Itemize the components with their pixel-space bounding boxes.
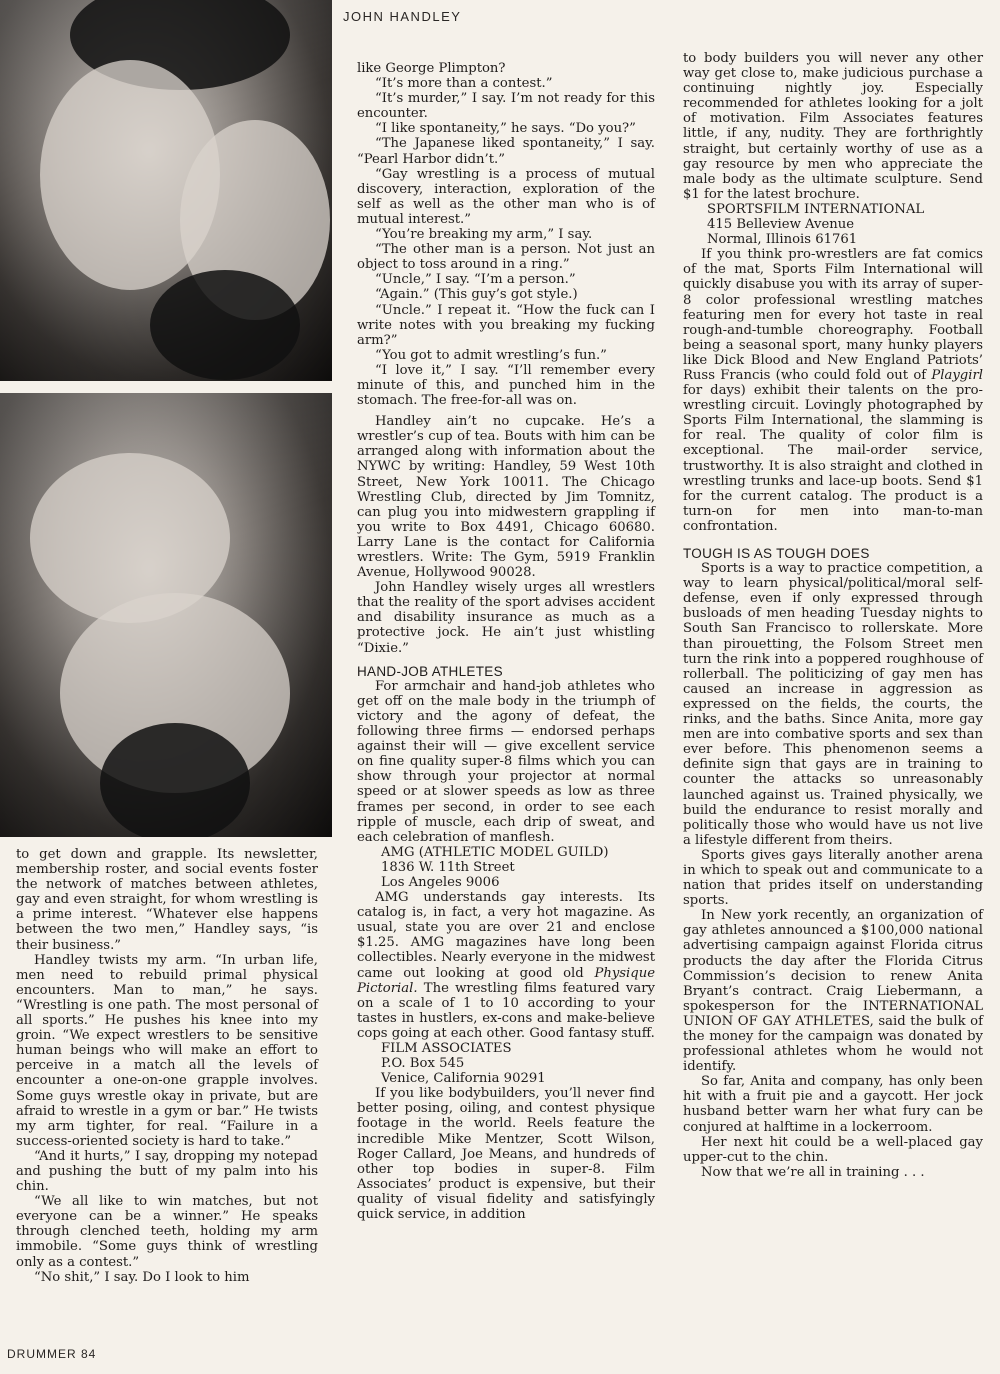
article-column-3 [683,51,983,1180]
dialogue-line: “Again.” (This guy’s got style.) [375,287,578,303]
paragraph: For armchair and hand-job athletes who get off on the male body in the triumph of victory and the agony of defeat, the following three firms — endorsed perhaps against their will — give excellent service on fine quality super-8 films which you can show through your projector at normal speed or at slower speeds as low as three frames per second, in order to see each ripple of muscle, each drip of sweat, and each celebration of manflesh. [357,678,655,845]
paragraph: John Handley wisely urges all wrestlers that the reality of the sport advises accident and disability insurance as much as a protective jock. He ain’t just whistling “Dixie.” [357,580,655,656]
dialogue-line: “Uncle,” I say. “I’m a person.” [375,272,576,288]
paragraph: Sports is a way to practice competition, a way to learn physical/political/moral self-defense, even if only expressed through busloads of men heading Tuesday nights to South San Francisco to rollerskate. More than pirouetting, the Folsom Street men turn the rink into a poppered roughhouse of rollerball. The politicizing of gay men has caused an increase in aggression as expressed on the fields, the courts, the rinks, and the baths. Since Anita, more gay men are into combative sports and sex than ever before. This phenomenon seems a definite sign that gays are in training to counter the attacks so unreasonably launched against us. Trained physically, we build the endurance to resist morally and politically those who would have us not live a lifestyle different from theirs. [683,561,983,848]
dialogue-line: “Uncle.” I repeat it. “How the fuck can I write notes with you breaking my fucking arm?” [357,302,655,348]
text-run: for days) exhibit their talents on the pro-wrestling circuit. Lovingly photographed by Sports Film International, the slamming is for real. The quality of color film is exceptional. The mail-order service, trustworthy. It is also straight and clothed in wrestling trunks and lace-up boots. Send $1 for the current catalog. The product is a turn-on for men into man-to-man confrontation. [683,383,983,534]
wrestling-photo-bottom [0,393,332,837]
paragraph: “We all like to win matches, but not everyone can be a winner.” He speaks through clenched teeth, holding my arm immobile. “Some guys think of wrestling only as a contest.” [16,1194,318,1270]
article-column-2 [357,61,655,1222]
dialogue-line: “You’re breaking my arm,” I say. [375,227,593,243]
paragraph: “No shit,” I say. Do I look to him [34,1269,250,1285]
dialogue-line: “I love it,” I say. “I’ll remember every minute of this, and punched him in the stomach. The free-for-all was on. [357,362,655,409]
address-line: Normal, Illinois 61761 [707,232,858,248]
paragraph: Handley twists my arm. “In urban life, men need to rebuild primal physical encounters. Man to man,” he says. “Wrestling is one path. The most personal of all sports.” He pushes his knee into my groin. “We expect wrestlers to be sensitive human beings who will make an effort to perceive in a match all the levels of encounter a one-on-one grapple involves. Some guys wrestle okay in private, but are afraid to wrestle in a gym or bar.” He twists my arm tighter, for real. “Failure in a success-oriented society is hard to take.” [16,952,318,1149]
dialogue-line: “The other man is a person. Not just an object to toss around in a ring.” [357,242,655,273]
paragraph: Handley ain’t no cupcake. He’s a wrestler’s cup of tea. Bouts with him can be arranged along with information about the NYWC by writing: Handley, 59 West 10th Street, New York 10011. The Chicago Wrestling Club, directed by Jim Tomnitz, can plug you into midwestern grappling if you write to Box 4491, Chicago 60680. Larry Lane is the contact for California wrestlers. Write: The Gym, 5919 Franklin Avenue, Hollywood 90028. [357,414,655,581]
paragraph: Now that we’re all in training . . . [701,1164,925,1180]
address-line: Los Angeles 9006 [381,874,500,890]
paragraph: to get down and grapple. Its newsletter, membership roster, and social events foster the network of matches between athletes, gay and even straight, for whom wrestling is a prime interest. “Whatever else happens between the two men,” Handley says, “is their business.” [16,847,318,953]
dialogue-line: “It’s murder,” I say. I’m not ready for this encounter. [357,91,655,122]
address-line: SPORTSFILM INTERNATIONAL [707,201,925,217]
dialogue-line: “It’s more than a contest.” [375,76,553,92]
address-line: P.O. Box 545 [381,1056,465,1072]
address-line: AMG (ATHLETIC MODEL GUILD) [381,844,609,860]
text-run: AMG understands gay interests. Its catalog is, in fact, a very hot magazine. As usual, state you are over 21 and enclose $1.25. AMG magazines have long been collectibles. Nearly everyone in the midwest came out looking at good old [357,890,655,981]
article-column-1 [16,847,318,1285]
address-line: Venice, California 90291 [381,1071,546,1087]
dialogue-line: “I like spontaneity,” he says. “Do you?” [375,121,636,137]
dialogue-line: “Gay wrestling is a process of mutual discovery, interaction, exploration of the self as well as the other man who is of mutual interest.” [357,166,655,227]
paragraph: Sports gives gays literally another arena in which to speak out and communicate to a nation that prides itself on understanding sports. [683,847,983,909]
paragraph: If you like bodybuilders, you’ll never find better posing, oiling, and contest physique footage in the world. Reels feature the incredible Mike Mentzer, Scott Wilson, Roger Callard, Joe Means, and hundreds of other top bodies in super-8. Film Associates’ product is expensive, but their quality of visual fidelity and satisfyingly quick service, in addition [357,1086,655,1223]
address-line: 415 Belleview Avenue [707,217,855,233]
paragraph: to body builders you will never any other way get close to, make judicious purchase a continuing nightly joy. Especially recommended for athletes looking for a jolt of motivation. Film Associates features little, if any, nudity. They are forthrightly straight, but certainly worthy of use as a gay resource by men who appreciate the male body as the ultimate sculpture. Send $1 for the latest brochure. [683,51,983,202]
wrestling-photo-top [0,0,332,381]
italic-title: Physique Pictorial. [357,965,655,996]
page-header-author: JOHN HANDLEY [343,9,462,24]
text-run: If you think pro-wrestlers are fat comics of the mat, Sports Film International will quickly disabuse you with its array of super-8 color professional wrestling matches featuring men for every hot taste in real rough-and-tumble choreography. Football being a seasonal sport, many hunky players like Dick Blood and New England Patriots’ Russ Francis (who could fold out of [683,247,983,383]
italic-title: Playgirl [931,367,983,383]
paragraph [683,247,983,534]
subheading-tough-is-as-tough-does: TOUGH IS AS TOUGH DOES [683,546,870,561]
page-footer-folio: DRUMMER 84 [7,1347,97,1361]
paragraph: In New york recently, an organization of gay athletes announced a $100,000 national advertising campaign against Florida citrus products the day after the Florida Citrus Commission’s decision to renew Anita Bryant’s contract. Craig Liebermann, a spokesperson for the INTERNATIONAL UNION OF GAY ATHLETES, said the bulk of the money for the campaign was donated by professional athletes whom he would not identify. [683,908,983,1075]
address-line: FILM ASSOCIATES [381,1041,512,1056]
text-run: The wrestling films featured vary on a scale of 1 to 10 according to your tastes in hustlers, ex-cons and make-believe cops going at each other. Good fantasy stuff. [357,980,655,1041]
dialogue-line: “The Japanese liked spontaneity,” I say. “Pearl Harbor didn’t.” [357,136,655,167]
paragraph [357,890,655,1041]
paragraph: like George Plimpton? [357,61,506,76]
dialogue-line: “You got to admit wrestling’s fun.” [375,347,607,363]
address-line: 1836 W. 11th Street [381,859,515,875]
paragraph: So far, Anita and company, has only been hit with a fruit pie and a gaycott. Her jock husband better warn her what fury can be conjured at halftime in a lockerroom. [683,1074,983,1135]
paragraph: “And it hurts,” I say, dropping my notepad and pushing the butt of my palm into his chin. [16,1148,318,1195]
paragraph: Her next hit could be a well-placed gay upper-cut to the chin. [683,1134,983,1165]
subheading-hand-job-athletes: HAND-JOB ATHLETES [357,663,503,679]
